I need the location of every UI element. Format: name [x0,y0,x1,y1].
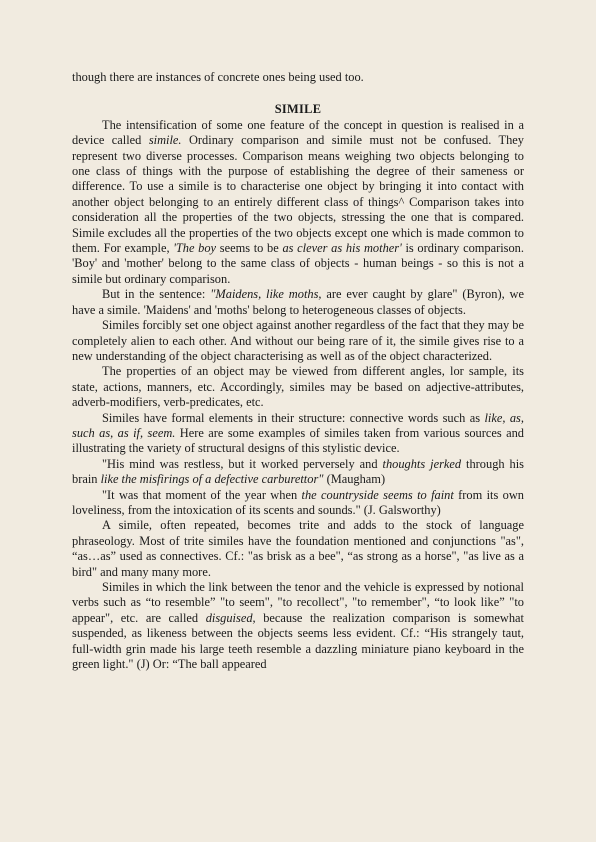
text-run: "It was that moment of the year when [102,487,302,502]
text-run: from its own loveliness, from the intoxication of its scents and sounds." (J. Galsworthy) [72,487,524,517]
text-run: But in the sentence: [102,287,211,302]
italic-run: like, as, such as, as if, seem. [72,410,524,440]
text-run: are ever caught by glare" (Byron), we have a simile. 'Maidens' and 'moths' belong to heterogeneous classes of objects. [72,287,524,317]
text-run: A simile, often repeated, becomes trite and adds to the stock of language phraseology. Most of trite similes have the foundation mentioned and conjunctions "as", “as…as” used as connectives. Cf.: "as brisk as a bee", “as strong as a horse", "as live as a bird" and many many more. [72,518,524,579]
paragraph-p1 [72,118,524,287]
italic-run: the countryside seems to faint [301,487,454,502]
text-run: (Maugham) [323,472,386,487]
italic-run: 'The boy [173,241,217,256]
paragraph-p8 [72,518,524,580]
intro-line: though there are instances of concrete ones being used too. [72,70,364,84]
text-run: is ordinary comparison. 'Boy' and 'mother' belong to the same class of objects - human beings - so this is not a simile but ordinary comparison. [72,241,524,286]
text-run: through his brain [72,456,524,487]
text-run: seems to be [216,241,283,256]
text-run: Similes have formal elements in their structure: connective words such as [102,410,485,425]
body-text [72,118,524,673]
italic-run: disguised, [205,610,256,625]
paragraph-p4 [72,364,524,410]
italic-run: as clever as his mother' [282,241,402,256]
text-run: because the realization comparison is somewhat suspended, as likeness between the objects seems less evident. Cf.: “His strangely taut, full-width grin made his large teeth resemble a dazzling miniature piano keyboard in the green light." (J) Or: “The ball appeared [72,610,524,672]
paragraph-p7 [72,488,524,519]
paragraph-p2 [72,287,524,318]
italic-run: simile. [148,133,182,148]
text-run: Similes forcibly set one object against another regardless of the fact that they may be completely alien to each other. And without our being rare of it, the simile gives rise to a new understanding of the object characterising as well as of the object characterized. [72,318,524,363]
paragraph-p9 [72,580,524,672]
section-heading: SIMILE [274,102,322,117]
document-page [72,70,524,672]
text-run: The properties of an object may be viewed from different angles, lor sample, its state, actions, manners, etc. Accordingly, similes may be based on adjective-attributes, adverb-modifiers, verb-predicates, etc. [72,364,524,410]
italic-run: like the misfirings of a defective carburettor" [100,472,324,487]
paragraph-p6 [72,457,524,488]
text-run: The intensification of some one feature of the concept in question is realised in a device called [72,117,524,148]
text-run: Here are some examples of similes taken from various sources and illustrating the variety of structural designs of this stylistic device. [72,425,524,456]
text-run: "His mind was restless, but it worked perversely and [102,456,383,471]
text-run: Similes in which the link between the tenor and the vehicle is expressed by notional verbs such as “to resemble” "to seem", "to recollect", "to remember", “to look like” "to appear", etc. are called [72,580,524,625]
italic-run: thoughts jerked [382,456,462,471]
italic-run: "Maidens, like moths, [210,287,322,302]
paragraph-p3 [72,318,524,364]
text-run: Ordinary comparison and simile must not be confused. They represent two diverse processes. Comparison means weighing two objects belonging to one class of things with the purpose of establishing the degree of their sameness or difference. To use a simile is to characterise one object by bringing it into contact with another object belonging to an entirely different class of things^ Comparison takes into consideration all the properties of the two objects, stressing the one that is compared. Simile excludes all the properties of the two objects except one which is made common to them. For example, [72,133,525,256]
paragraph-p5 [72,411,524,457]
